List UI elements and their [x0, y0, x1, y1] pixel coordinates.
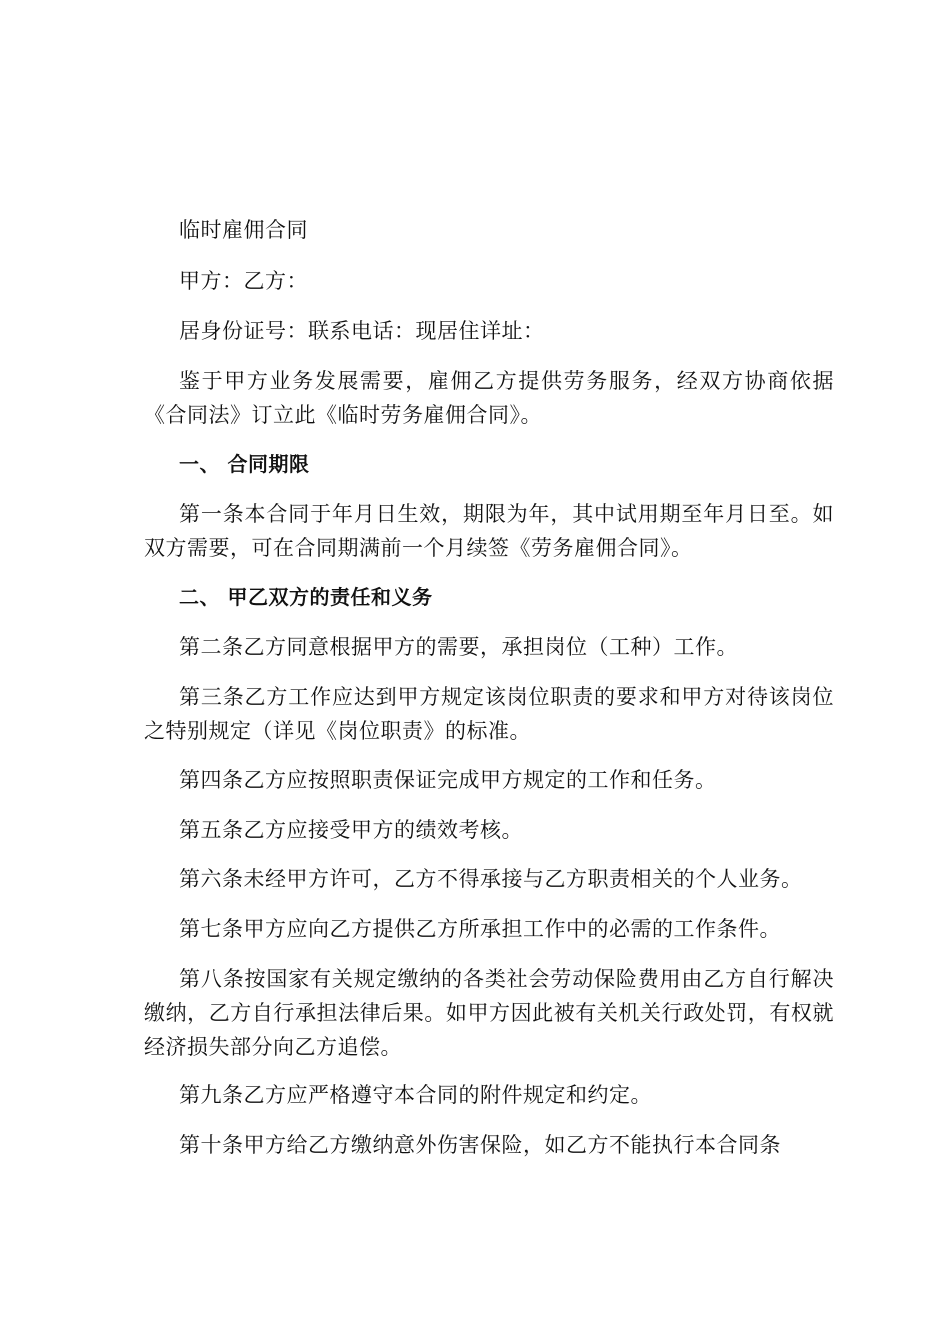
- article-5: 第五条乙方应接受甲方的绩效考核。: [179, 818, 523, 842]
- preamble-paragraph: 鉴于甲方业务发展需要，雇佣乙方提供劳务服务，经双方协商依据《合同法》订立此《临时劳务雇佣合同》。: [144, 369, 834, 427]
- document-title: 临时雇佣合同: [179, 218, 308, 242]
- id-contact-line: 居身份证号：联系电话：现居住详址：: [179, 319, 545, 343]
- section-heading-duties: 二、 甲乙双方的责任和义务: [179, 585, 433, 609]
- article-9: 第九条乙方应严格遵守本合同的附件规定和约定。: [179, 1083, 652, 1107]
- parties-line: 甲方：乙方：: [179, 269, 308, 293]
- article-10: 第十条甲方给乙方缴纳意外伤害保险，如乙方不能执行本合同条: [179, 1133, 781, 1157]
- section-heading-term: 一、 合同期限: [179, 452, 310, 476]
- article-7: 第七条甲方应向乙方提供乙方所承担工作中的必需的工作条件。: [179, 917, 781, 941]
- article-6: 第六条未经甲方许可，乙方不得承接与乙方职责相关的个人业务。: [179, 867, 803, 891]
- article-8: 第八条按国家有关规定缴纳的各类社会劳动保险费用由乙方自行解决缴纳，乙方自行承担法律后果。如甲方因此被有关机关行政处罚，有权就经济损失部分向乙方追偿。: [144, 967, 834, 1059]
- article-3: 第三条乙方工作应达到甲方规定该岗位职责的要求和甲方对待该岗位之特别规定（详见《岗位职责》的标准。: [144, 685, 834, 743]
- article-1: 第一条本合同于年月日生效，期限为年，其中试用期至年月日至。如双方需要，可在合同期满前一个月续签《劳务雇佣合同》。: [144, 502, 834, 560]
- article-4: 第四条乙方应按照职责保证完成甲方规定的工作和任务。: [179, 768, 717, 792]
- article-2: 第二条乙方同意根据甲方的需要，承担岗位（工种）工作。: [179, 635, 738, 659]
